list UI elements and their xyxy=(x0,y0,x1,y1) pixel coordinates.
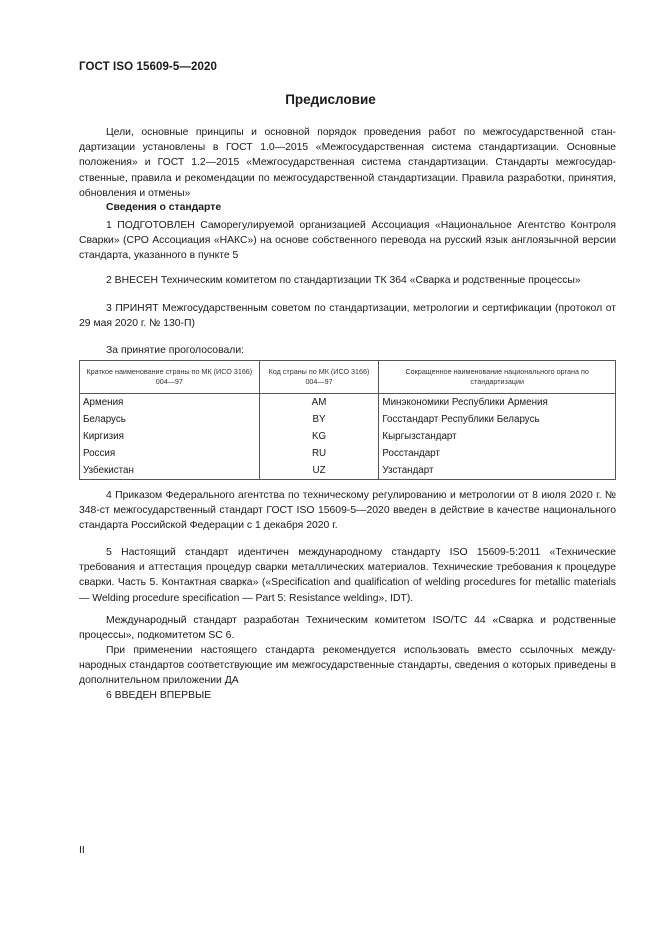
table-row xyxy=(80,394,616,412)
table-header-body: Сокращенное наименование национального органа по стандартизации xyxy=(379,361,616,394)
table-cell-country: Россия xyxy=(80,445,260,462)
table-row xyxy=(80,445,616,462)
table-cell-country: Армения xyxy=(80,394,260,412)
item-2-paragraph: 2 ВНЕСЕН Техническим комитетом по стандартизации ТК 364 «Сварка и родственные процессы» xyxy=(106,275,581,286)
voting-table xyxy=(79,360,616,480)
table-cell-code: BY xyxy=(259,411,379,428)
table-cell-body: Госстандарт Республики Беларусь xyxy=(379,411,616,428)
item-4-paragraph: 4 Приказом Федерального агентства по техническому регулированию и метрологии от 8 июля 2020 г. № 348-ст межгосударственный стандарт ГОСТ ISO 15609-5—2020 введен в действие в качестве национального стандарта Российской Федерации с 1 декабря 2020 г. xyxy=(79,490,616,532)
table-row xyxy=(80,428,616,445)
table-header-country: Краткое наименование страны по МК (ИСО 3166) 004—97 xyxy=(80,361,260,394)
table-cell-code: UZ xyxy=(259,462,379,480)
table-header-code: Код страны по МК (ИСО 3166) 004—97 xyxy=(259,361,379,394)
table-cell-country: Узбекистан xyxy=(80,462,260,480)
table-cell-body: Росстандарт xyxy=(379,445,616,462)
table-cell-country: Киргизия xyxy=(80,428,260,445)
item-5-paragraph: 5 Настоящий стандарт идентичен международному стандарту ISO 15609-5:2011 «Технические требования и аттестация процедур сварки металлических материалов. Технические требования к процедуре сварки. Часть 5. Контактная сварка» («Specification and qualification of welding procedures for metallic materials — Welding procedure specification — Part 5: Resistance welding», IDT). xyxy=(79,547,616,604)
section-title: Предисловие xyxy=(285,92,376,107)
table-cell-code: RU xyxy=(259,445,379,462)
item-6-paragraph: 6 ВВЕДЕН ВПЕРВЫЕ xyxy=(106,690,212,701)
table-cell-code: AM xyxy=(259,394,379,412)
info-heading: Сведения о стандарте xyxy=(106,202,222,213)
table-header-row xyxy=(80,361,616,394)
voted-label: За принятие проголосовали: xyxy=(106,345,245,356)
table-cell-body: Узстандарт xyxy=(379,462,616,480)
page-number: II xyxy=(79,845,85,856)
table-row xyxy=(80,462,616,480)
table-cell-body: Минэкономики Республики Армения xyxy=(379,394,616,412)
table-cell-body: Кыргызстандарт xyxy=(379,428,616,445)
table-row xyxy=(80,411,616,428)
item-5-usage-paragraph: При применении настоящего стандарта рекомендуется использовать вместо ссылочных международных стандартов соответствующие им межгосударственные стандарты, сведения о которых приведены в дополнительном приложении ДА xyxy=(79,645,616,687)
document-header: ГОСТ ISO 15609-5—2020 xyxy=(79,61,217,73)
intro-paragraph: Цели, основные принципы и основной порядок проведения работ по межгосударственной стандартизации установлены в ГОСТ 1.0—2015 «Межгосударственная система стандартизации. Основные положения» и ГОСТ 1.2—2015 «Межгосударственная система стандартизации. Стандарты межгосударственные, правила и рекомендации по межгосударственной стандартизации. Правила разработки, принятия, обновления и отмены» xyxy=(79,127,616,199)
table-cell-country: Беларусь xyxy=(80,411,260,428)
item-3-paragraph: 3 ПРИНЯТ Межгосударственным советом по стандартизации, метрологии и сертификации (протокол от 29 мая 2020 г. № 130-П) xyxy=(79,303,616,330)
item-1-paragraph: 1 ПОДГОТОВЛЕН Саморегулируемой организацией Ассоциация «Национальное Агентство Контроля Сварки» (СРО Ассоциация «НАКС») на основе собственного перевода на русский язык англоязычной версии стандарта, указанного в пункте 5 xyxy=(79,220,616,262)
table-cell-code: KG xyxy=(259,428,379,445)
item-5-developer-paragraph: Международный стандарт разработан Техническим комитетом ISO/TC 44 «Сварка и родственные процессы», подкомитетом SC 6. xyxy=(79,615,616,642)
